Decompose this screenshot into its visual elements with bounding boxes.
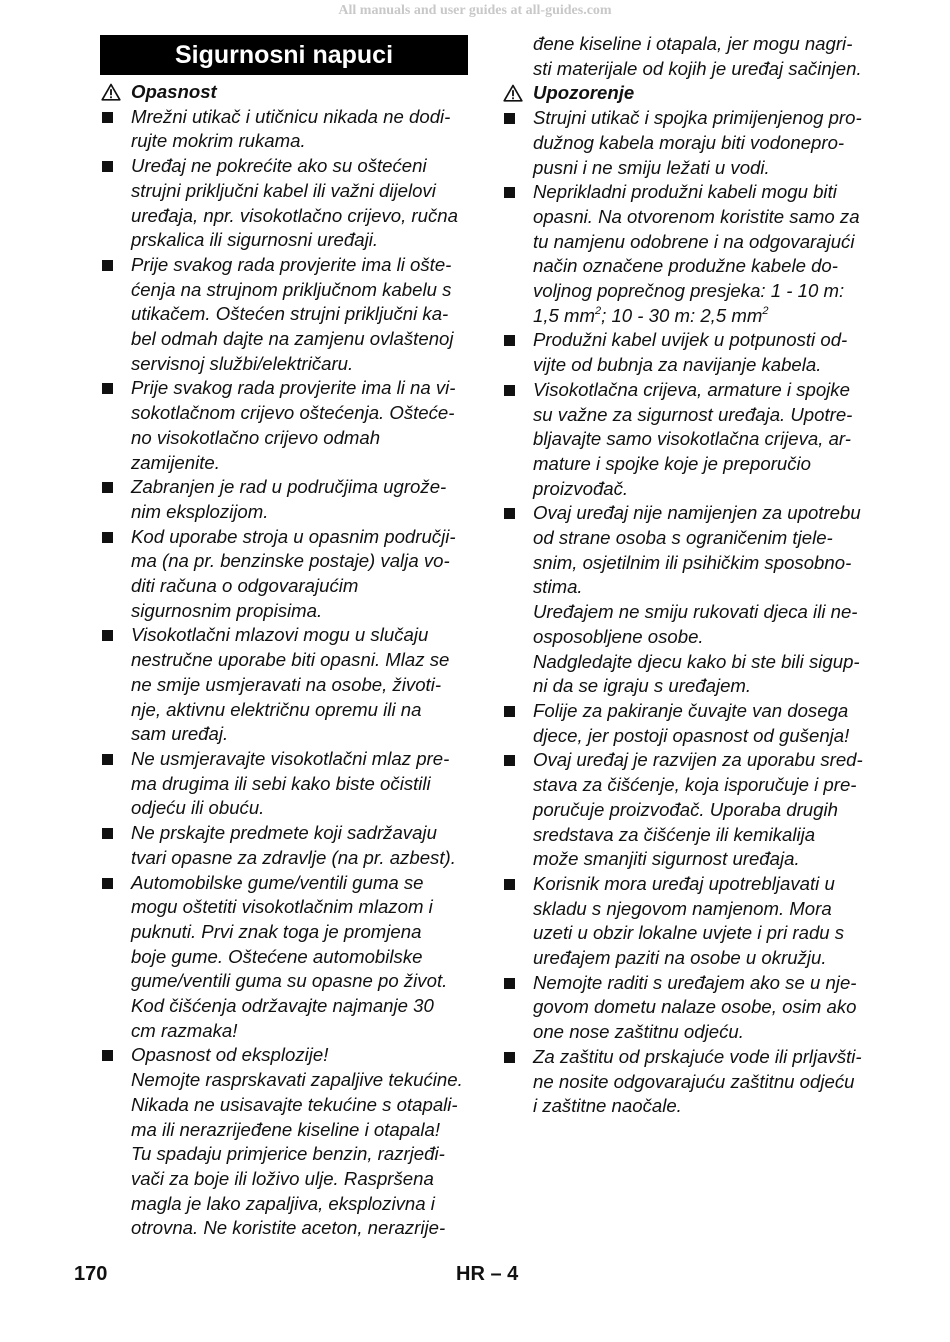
- text-line: Automobilske gume/ventili guma se: [131, 871, 424, 893]
- bullet-icon: [504, 335, 515, 346]
- danger-list: [100, 105, 468, 1241]
- cable-spec-a: 1,5 mm: [533, 304, 595, 326]
- text-line: sokotlačnom crijevo oštećenja. Oštećе-: [131, 402, 455, 424]
- text-line: Ovaj uređaj nije namijenjen za upotrebu: [533, 502, 861, 524]
- text-line: ma ili nerazrijeđene kiseline i otapala!: [131, 1118, 441, 1140]
- list-item: [100, 821, 468, 870]
- text-line: od strane osoba s ograničenim tjele-: [533, 527, 833, 549]
- list-item: [100, 105, 468, 154]
- text-line: cm razmaka!: [131, 1019, 238, 1041]
- text-line: vijte od bubnja za navijanje kabela.: [533, 354, 822, 376]
- bullet-icon: [102, 482, 113, 493]
- list-item: [100, 747, 468, 821]
- bullet-icon: [504, 755, 515, 766]
- text-line: nje, aktivnu električnu opremu ili na: [131, 698, 422, 720]
- right-column: [502, 32, 870, 1119]
- text-line: sigurnosnim propisima.: [131, 599, 323, 621]
- bullet-icon: [504, 879, 515, 890]
- watermark: All manuals and user guides at all-guides.com: [338, 3, 612, 18]
- text-line: puknuti. Prvi znak toga je promjena: [131, 920, 422, 942]
- text-line: Visokotlačna crijeva, armature i spojke: [533, 378, 850, 400]
- text-line: Mrežni utikač i utičnicu nikada ne dodi-: [131, 105, 451, 127]
- list-item: [100, 154, 468, 253]
- text-line: Neprikladni produžni kabeli mogu biti: [533, 181, 837, 203]
- text-line: voljnog poprečnog presjeka: 1 - 10 m:: [533, 280, 845, 302]
- superscript: 2: [762, 304, 769, 317]
- bullet-icon: [102, 754, 113, 765]
- text-line: govom dometu nalaze osobe, osim ako: [533, 996, 857, 1018]
- list-item: [100, 623, 468, 747]
- text-line: strujni priključni kabel ili važni dijelovi: [131, 179, 436, 201]
- text-line: Opasnost od eksplozije!: [131, 1044, 329, 1066]
- text-line: Folije za pakiranje čuvajte van dosega: [533, 699, 849, 721]
- text-line: Nemojte rasprskavati zapaljive tekućine.: [131, 1069, 463, 1091]
- text-line: mogu oštetiti visokotlačnim mlazom i: [131, 896, 433, 918]
- text-line: uređajem paziti na osobe u okružju.: [533, 947, 827, 969]
- text-line: ne smije usmjeravati na osobe, životi-: [131, 673, 442, 695]
- text-line: Nadgledajte djecu kako bi ste bili siguр-: [533, 650, 860, 672]
- bullet-icon: [102, 1050, 113, 1061]
- page-number: 170: [74, 1263, 108, 1285]
- text-line: Uređajem ne smiju rukovati djeca ili ne-: [533, 601, 858, 623]
- list-item: [502, 872, 870, 971]
- list-item: [502, 378, 870, 502]
- list-item: [100, 525, 468, 624]
- text-line: ma drugima ili sebi kako biste očistili: [131, 772, 431, 794]
- text-line: i zaštitne naočale.: [533, 1095, 682, 1117]
- bullet-icon: [504, 978, 515, 989]
- text-line: su važne za sigurnost uređaja. Upotre-: [533, 403, 853, 425]
- text-line: one nose zaštitnu odjeću.: [533, 1021, 744, 1043]
- text-line: Ne usmjeravajte visokotlačni mlaz pre-: [131, 747, 450, 769]
- text-line: utikačem. Oštećen strujni priključni ka-: [131, 303, 449, 325]
- warning-list: [502, 328, 870, 1119]
- text-line: bljavajte samo visokotlačna crijeva, ar-: [533, 428, 851, 450]
- bullet-icon: [504, 385, 515, 396]
- text-line: uređaja, npr. visokotlačno crijevo, ručna: [131, 204, 458, 226]
- bullet-icon: [102, 112, 113, 123]
- bullet-icon: [102, 532, 113, 543]
- text-line: đene kiseline i otapala, jer mogu nagri-: [533, 33, 853, 54]
- bullet-icon: [102, 878, 113, 889]
- text-line: ćenja na strujnom priključnom kabelu s: [131, 278, 452, 300]
- text-line: nestručne uporabe biti opasni. Mlaz se: [131, 649, 450, 671]
- bullet-icon: [504, 706, 515, 717]
- text-line: mature i spojke koje je preporučio: [533, 452, 812, 474]
- warning-heading-label: Upozorenje: [533, 82, 635, 104]
- text-line: Uređaj ne pokrećite ako su oštećeni: [131, 155, 427, 177]
- bullet-icon: [102, 630, 113, 641]
- text-line: Prije svakog rada provjerite ima li ošte-: [131, 253, 452, 275]
- text-line: Prije svakog rada provjerite ima li na vi-: [131, 377, 456, 399]
- bullet-icon: [102, 383, 113, 394]
- text-line: uzeti u obzir lokalne uvjete i pri radu s: [533, 922, 845, 944]
- text-line: Zabranjen je rad u područjima ugrože-: [131, 476, 447, 498]
- text-line: Korisnik mora uređaj upotrebljavati u: [533, 872, 835, 894]
- text-line: vači za boje ili loživo ulje. Raspršena: [131, 1167, 434, 1189]
- text-line: servisnoj službi/električaru.: [131, 352, 354, 374]
- text-line: rujte mokrim rukama.: [131, 130, 306, 152]
- danger-heading: [100, 80, 468, 105]
- text-line: osposobljene osobe.: [533, 625, 704, 647]
- list-item: [502, 501, 870, 699]
- text-line: no visokotlačno crijevo odmah: [131, 426, 381, 448]
- list-item: [502, 328, 870, 377]
- text-line: Ne prskajte predmete koji sadržavaju: [131, 822, 437, 844]
- text-line: Nikada ne usisavajte tekućine s otapali-: [131, 1093, 458, 1115]
- text-line: ne nosite odgovarajuću zaštitnu odjeću: [533, 1070, 855, 1092]
- left-column: [100, 32, 468, 1241]
- page-title: Sigurnosni napuci: [100, 35, 468, 75]
- danger-heading-label: Opasnost: [131, 81, 217, 102]
- list-item: [502, 180, 870, 328]
- text-line: opasni. Na otvorenom koristite samo za: [533, 205, 860, 227]
- text-line: gume/ventili guma su opasne po život.: [131, 970, 448, 992]
- warning-heading: [502, 81, 870, 106]
- bullet-icon: [504, 1052, 515, 1063]
- text-line: Strujni utikač i spojka primijenjenog pro-: [533, 107, 862, 129]
- text-line: stava za čišćenje, koja isporučuje i pre-: [533, 774, 857, 796]
- text-line: stima.: [533, 576, 583, 598]
- list-item: [502, 748, 870, 872]
- text-line: otrovna. Ne koristite aceton, nerazrije-: [131, 1217, 446, 1239]
- list-item: [100, 871, 468, 1044]
- list-item: [100, 1043, 468, 1241]
- text-line: može smanjiti sigurnost uređaja.: [533, 848, 800, 870]
- text-line: sam uređaj.: [131, 723, 229, 745]
- text-line: pusni i ne smiju ležati u vodi.: [533, 156, 770, 178]
- text-line: bel odmah dajte na zamjenu ovlaštenoj: [131, 328, 454, 350]
- text-line: ni da se igraju s uređajem.: [533, 675, 752, 697]
- warning-triangle-icon: [503, 84, 523, 102]
- list-item: [100, 253, 468, 377]
- text-line: zamijenite.: [131, 451, 220, 473]
- list-item: [502, 971, 870, 1045]
- text-line: djece, jer postoji opasnost od gušenja!: [533, 724, 850, 746]
- text-line: tu namjenu odobrene i na odgovarajući: [533, 230, 855, 252]
- list-item: [100, 376, 468, 475]
- text-line: sredstava za čišćenje ili kemikalija: [533, 823, 816, 845]
- text-line: Za zaštitu od prskajuće vode ili prljavšti-: [533, 1045, 862, 1067]
- list-item: [502, 1045, 870, 1119]
- footer-section-label: HR – 4: [456, 1263, 519, 1285]
- text-line: Kod čišćenja održavajte najmanje 30: [131, 995, 434, 1017]
- text-line: sti materijale od kojih je uređaj sačinjen.: [533, 57, 862, 79]
- continued-text: [502, 32, 870, 81]
- list-item: [502, 106, 870, 180]
- bullet-icon: [102, 161, 113, 172]
- text-line: način označene produžne kabele do-: [533, 255, 838, 277]
- text-line: Tu spadaju primjerice benzin, razrjeđi-: [131, 1143, 445, 1165]
- text-line: dužnog kabela moraju biti vodonepro-: [533, 131, 845, 153]
- text-line: [533, 304, 870, 329]
- text-line: magla je lako zapaljiva, eksplozivna i: [131, 1192, 435, 1214]
- text-line: poručuje proizvođač. Uporaba drugih: [533, 798, 838, 820]
- text-line: Produžni kabel uvijek u potpunosti od-: [533, 329, 848, 351]
- text-line: Visokotlačni mlazovi mogu u slučaju: [131, 624, 429, 646]
- list-item: [100, 475, 468, 524]
- text-line: snim, osjetilnim ili psihičkim sposobno-: [533, 551, 852, 573]
- text-line: proizvođač.: [533, 477, 629, 499]
- text-line: Ovaj uređaj je razvijen za uporabu sred-: [533, 749, 863, 771]
- bullet-icon: [504, 508, 515, 519]
- bullet-icon: [504, 113, 515, 124]
- bullet-icon: [504, 187, 515, 198]
- text-line: prskalica ili sigurnosni uređaji.: [131, 229, 378, 251]
- text-line: skladu s njegovom namjenom. Mora: [533, 897, 832, 919]
- text-line: nim eksplozijom.: [131, 500, 269, 522]
- text-line: tvari opasne za zdravlje (na pr. azbest).: [131, 846, 456, 868]
- superscript: 2: [595, 304, 602, 317]
- text-line: Kod uporabe stroja u opasnim područji-: [131, 525, 456, 547]
- text-line: ma (na pr. benzinske postaje) valja vo-: [131, 550, 450, 572]
- text-line: diti računa o odgovarajućim: [131, 575, 359, 597]
- list-item: [502, 699, 870, 748]
- text-line: Nemojte raditi s uređajem ako se u nje-: [533, 971, 857, 993]
- cable-spec-b: ; 10 - 30 m: 2,5 mm: [601, 304, 763, 326]
- warning-triangle-icon: [101, 83, 121, 101]
- text-line: odjeću ili obuću.: [131, 797, 265, 819]
- text-line: boje gume. Oštećene automobilske: [131, 945, 423, 967]
- bullet-icon: [102, 260, 113, 271]
- bullet-icon: [102, 828, 113, 839]
